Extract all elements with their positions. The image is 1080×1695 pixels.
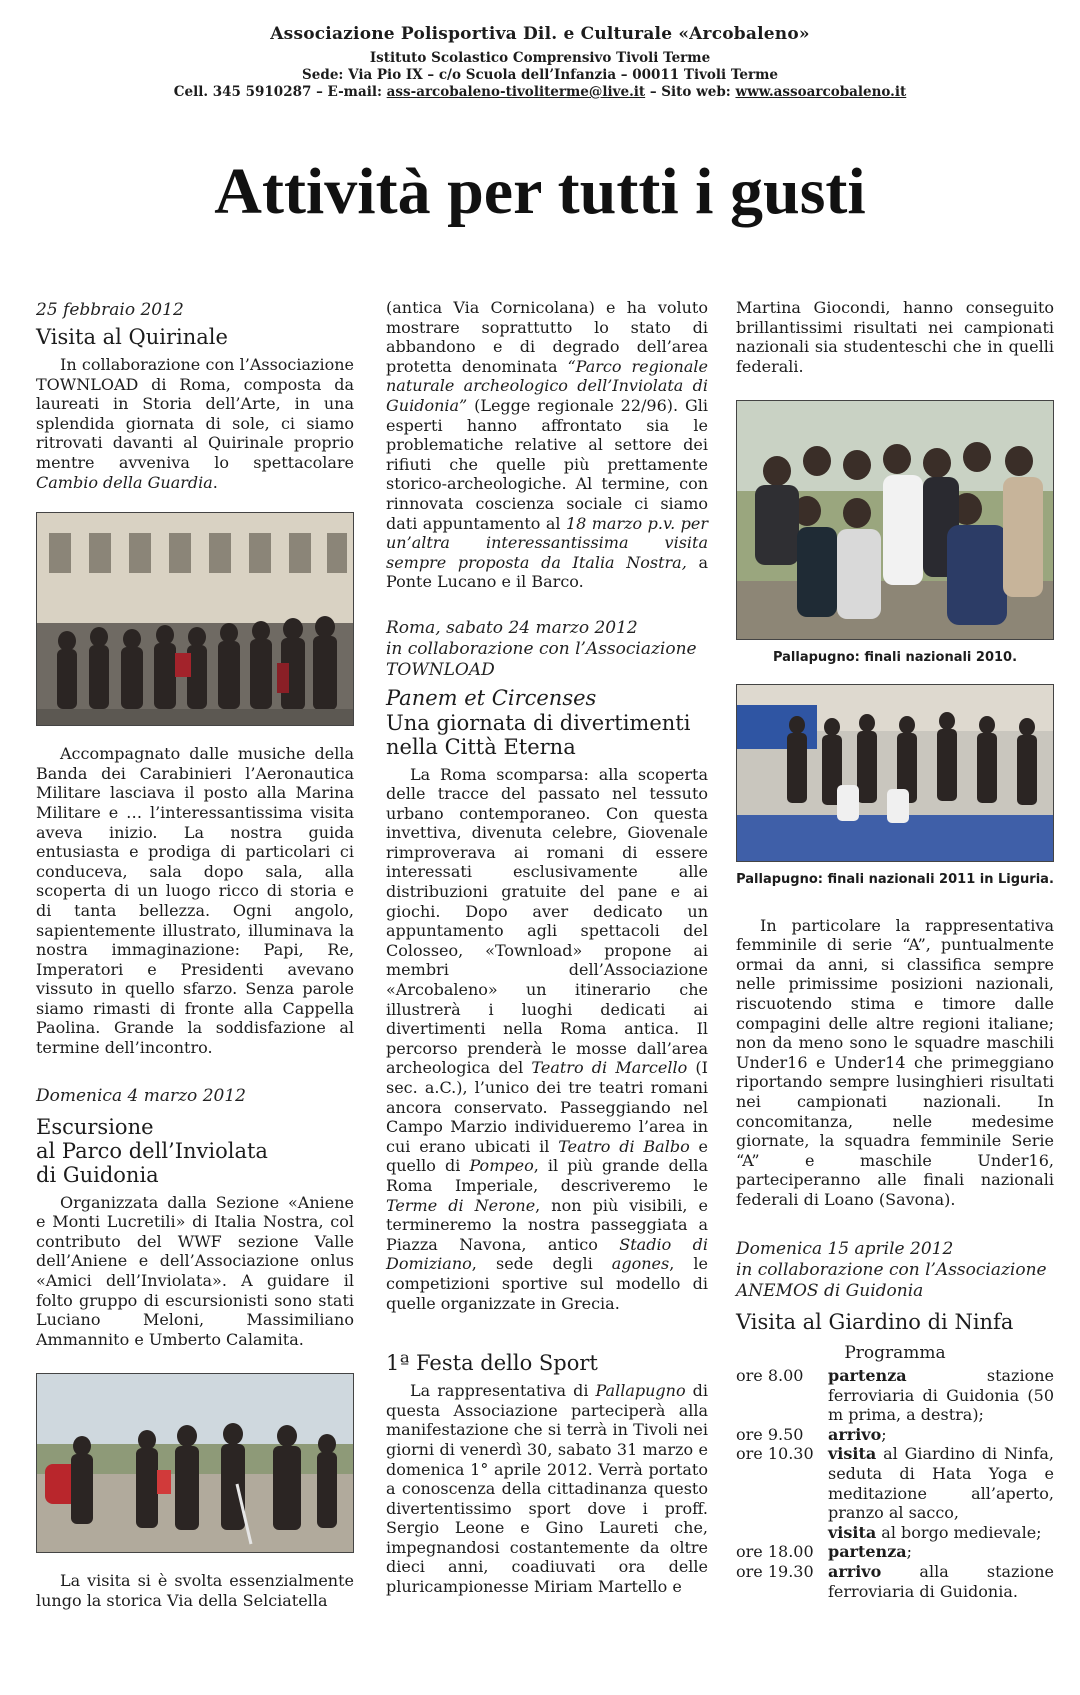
address-line: Sede: Via Pio IX – c/o Scuola dell’Infanzia – 00011 Tivoli Terme	[302, 67, 778, 83]
article-paragraph: La visita si è svolta essenzialmente lungo la storica Via della Selciatella	[36, 1571, 354, 1610]
article-date: Domenica 4 marzo 2012	[36, 1085, 246, 1106]
article-title: Una giornata di divertimenti nella Città Eterna	[386, 710, 691, 759]
article-paragraph: (antica Via Cornicolana) e ha voluto mostrare soprattutto lo stato di abbandono e di degrado dell’area protetta denominata “Parco regionale naturale archeologico dell’Inviolata di Guidonia” (Legge regionale 22/96). Gli esperti hanno affrontato sia le problematiche relative al settore dei rifiuti che quelle più prettamente storico-archeologiche. Al termine, con rinnovata coscienza sociale ci siamo dati appuntamento al 18 marzo p.v. per un’altra interessantissima visita sempre proposta da Italia Nostra, a Ponte Lucano e il Barco.	[386, 298, 709, 592]
photo-image	[737, 401, 1053, 639]
photo-pallapugno-2011	[736, 684, 1054, 862]
contact-line: Cell. 345 5910287 – E-mail: ass-arcobaleno-tivoliterme@live.it – Sito web: www.assoarcobaleno.it	[173, 84, 907, 100]
column-1	[36, 300, 354, 1611]
program-list	[736, 1366, 1054, 1601]
photo-image	[37, 1374, 353, 1552]
article-paragraph: Accompagnato dalle musiche della Banda dei Carabinieri l’Aeronautica Militare lasciava il posto alla Marina Militare e … l’interessantissima visita aveva inizio. La nostra guida entusiasta e prodiga di particolari ci conduceva, sala dopo sala, alla scoperta di un luogo ricco di storia e di tanta bellezza. Ogni angolo, sapientemente illustrato, illuminava la nostra immaginazione: Papi, Re, Imperatori e Presidenti avevano vissuto in quello sfarzo. Senza parole siamo rimasti di fronte alla Cappella Paolina. Grande la soddisfazione al termine dell’incontro.	[36, 744, 354, 1058]
article-date: Roma, sabato 24 marzo 2012 in collaborazione con l’Associazione TOWNLOAD	[386, 617, 697, 680]
photo-inviolata-hikers	[36, 1373, 354, 1553]
article-title: Escursione al Parco dell’Inviolata di Guidonia	[36, 1114, 268, 1187]
photo-caption: Pallapugno: finali nazionali 2011 in Liguria.	[736, 871, 1054, 887]
column-3	[736, 298, 1054, 1601]
article-title: Visita al Giardino di Ninfa	[736, 1310, 1014, 1335]
article-paragraph: La rappresentativa di Pallapugno di questa Associazione parteciperà alla manifestazione che si terrà in Tivoli nei giorni di venerdì 30, sabato 31 marzo e domenica 1° aprile 2012. Verrà portato a conoscenza della cittadinanza questo divertentissimo sport dove i proff. Sergio Leone e Gino Laureti che, impegnandosi costantemente da oltre dieci anni, coadiuvati ora delle pluricampionesse Miriam Martello e	[386, 1381, 708, 1597]
program-row: visita al borgo medievale;	[828, 1522, 1042, 1542]
program-row: ore 9.50 arrivo;	[736, 1424, 887, 1444]
photo-image	[37, 513, 353, 725]
article-date: 25 febbraio 2012	[36, 300, 184, 320]
website-link[interactable]: www.assoarcobaleno.it	[735, 84, 907, 100]
photo-image	[737, 685, 1053, 861]
photo-quirinale-group	[36, 512, 354, 726]
article-title: Visita al Quirinale	[36, 325, 228, 349]
column-2	[386, 298, 708, 1597]
article-paragraph: Organizzata dalla Sezione «Aniene e Monti Lucretili» di Italia Nostra, col contributo del WWF sezione Valle dell’Aniene e dell’Associazione onlus «Amici dell’Inviolata». A guidare il folto gruppo di escursionisti sono stati Luciano Meloni, Massimiliano Ammannito e Umberto Calamita.	[36, 1192, 354, 1349]
program-row: ore 19.30 arrivo alla stazione ferroviaria di Guidonia.	[736, 1562, 1054, 1601]
photo-pallapugno-2010	[736, 400, 1054, 640]
article-paragraph: La Roma scomparsa: alla scoperta delle tracce del passato nel tessuto urbano contemporaneo. Con questa invettiva, divenuta celebre, Giovenale rimproverava ai romani di essere interessati esclusivamente alle distribuzioni gratuite del pane e ai giochi. Dopo aver dedicato un appuntamento agli spettacoli del Colosseo, «Townload» propone ai membri dell’Associazione «Arcobaleno» un itinerario che illustrerà i luoghi dedicati ai divertimenti nella Roma antica. Il percorso prenderà le mosse dall’area archeologica del Teatro di Marcello (I sec. a.C.), l’unico dei tre teatri romani ancora conservato. Passeggiando nel Campo Marzio individueremo l’area in cui erano ubicati il Teatro di Balbo e quello di Pompeo, il più grande della Roma Imperiale, descriveremo le Terme di Nerone, non più visibili, e termineremo la nostra passeggiata a Piazza Navona, antico Stadio di Domiziano, sede degli agones, le competizioni sportive sul modello di quelle organizzate in Grecia.	[386, 764, 709, 1313]
school-line: Istituto Scolastico Comprensivo Tivoli Terme	[369, 50, 711, 66]
program-row: ore 10.30 visita al Giardino di Ninfa, seduta di Hata Yoga e meditazione all’aperto, pranzo al sacco,	[736, 1444, 1054, 1523]
article-paragraph: In collaborazione con l’Associazione TOWNLOAD di Roma, composta da laureati in Storia dell’Arte, in una splendida giornata di sole, ci siamo ritrovati davanti al Quirinale proprio mentre avveniva lo spettacolare Cambio della Guardia.	[36, 355, 354, 492]
article-paragraph: In particolare la rappresentativa femminile di serie “A”, puntualmente ormai da anni, si classifica sempre nelle primissime posizioni nazionali, riscuotendo stima e timore dalle compagini delle altre regioni italiane; non da meno sono le squadre maschili Under16 e Under14 che primeggiano riportando sempre lusinghieri risultati nei campionati nazionali. In concomitanza, nelle medesime giornate, la squadra femminile Serie “A” e maschile Under16, parteciperanno alle finali nazionali federali di Loano (Savona).	[736, 915, 1054, 1209]
program-row: ore 18.00 partenza;	[736, 1542, 913, 1562]
organization-details	[0, 50, 1080, 101]
article-paragraph: Martina Giocondi, hanno conseguito brillantissimi risultati nei campionati nazionali sia studenteschi che in quelli federali.	[736, 298, 1054, 376]
masthead	[0, 24, 1080, 101]
program-heading: Programma	[844, 1343, 946, 1364]
program-row: ore 8.00 partenza stazione ferroviaria di Guidonia (50 m prima, a destra);	[736, 1366, 1054, 1425]
organization-name: Associazione Polisportiva Dil. e Culturale «Arcobaleno»	[270, 24, 810, 44]
article-title: 1ª Festa dello Sport	[386, 1351, 598, 1376]
article-date: Domenica 15 aprile 2012 in collaborazione con l’Associazione ANEMOS di Guidonia	[736, 1239, 1047, 1302]
photo-caption: Pallapugno: finali nazionali 2010.	[772, 650, 1018, 666]
page-headline: Attività per tutti i gusti	[214, 155, 866, 228]
email-link[interactable]: ass-arcobaleno-tivoliterme@live.it	[386, 84, 646, 100]
article-kicker: Panem et Circenses	[386, 685, 597, 710]
